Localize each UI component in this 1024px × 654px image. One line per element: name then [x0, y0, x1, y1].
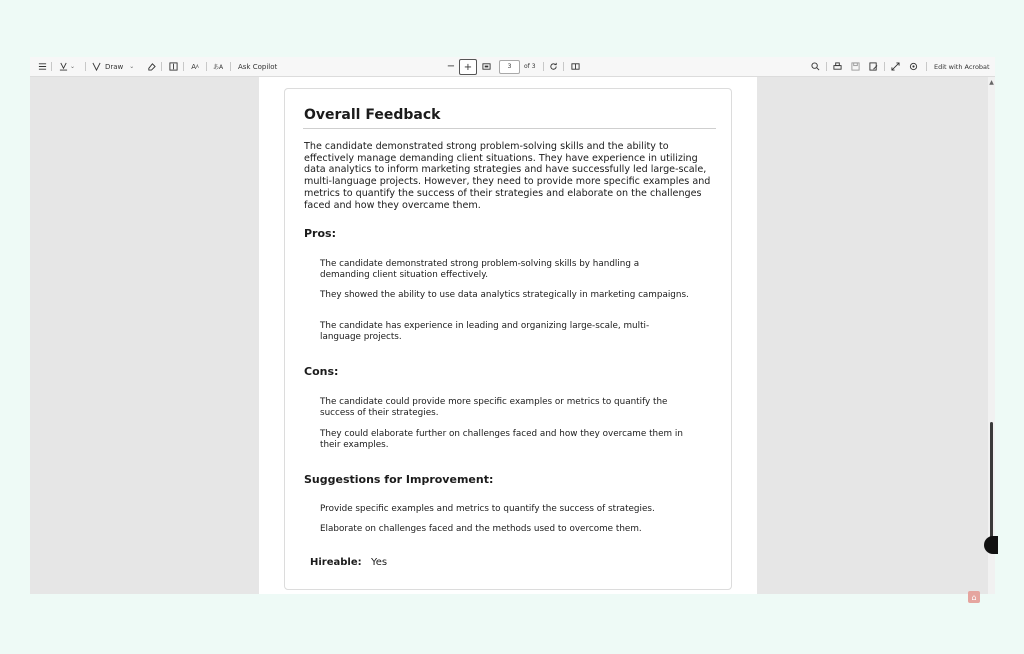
zoom-in-button[interactable] — [459, 59, 477, 75]
expand-icon[interactable] — [889, 57, 901, 76]
save-icon[interactable] — [849, 57, 861, 76]
cons-item: The candidate could provide more specific examples or metrics to quantify the success of their strategies. — [320, 397, 668, 418]
search-icon[interactable] — [809, 57, 821, 76]
hireable-label: Hireable: — [310, 557, 362, 568]
ask-copilot-label: Ask Copilot — [238, 62, 278, 71]
chevron-down-icon[interactable]: ⌄ — [70, 63, 76, 70]
zoom-out-icon[interactable]: − — [446, 61, 456, 72]
suggestion-item: Elaborate on challenges faced and the methods used to overcome them. — [320, 524, 642, 534]
toolbar-divider — [161, 62, 162, 71]
read-aloud-icon[interactable]: A A — [191, 62, 199, 71]
translate-icon[interactable]: あA — [212, 64, 224, 71]
suggestion-item: Provide specific examples and metrics to quantify the success of strategies. — [320, 504, 655, 514]
document-viewer[interactable] — [30, 77, 988, 602]
toolbar-divider — [884, 62, 885, 71]
toolbar-divider — [85, 62, 86, 71]
pros-item: They showed the ability to use data analytics strategically in marketing campaigns. — [320, 290, 689, 300]
save-as-icon[interactable] — [867, 57, 879, 76]
edit-with-acrobat-button[interactable]: Edit with Acrobat — [934, 62, 990, 71]
pdf-page — [259, 77, 757, 594]
vertical-scrollbar[interactable] — [988, 77, 995, 594]
toolbar-divider — [543, 62, 544, 71]
page-number-input[interactable]: 3 — [499, 60, 520, 74]
page-total: of 3 — [524, 63, 536, 70]
feedback-card — [284, 88, 732, 590]
title-divider — [303, 128, 716, 129]
side-panel-handle[interactable] — [984, 536, 998, 554]
rotate-icon[interactable] — [547, 57, 559, 76]
page-view-icon[interactable] — [569, 57, 581, 76]
chevron-down-icon[interactable]: ⌄ — [129, 63, 135, 70]
eraser-icon[interactable] — [145, 57, 157, 76]
pros-item: The candidate has experience in leading and organizing large-scale, multi-language projects. — [320, 321, 650, 342]
ask-copilot-button[interactable] — [238, 57, 277, 76]
toolbar-divider — [183, 62, 184, 71]
pros-heading: Pros: — [304, 227, 336, 240]
toolbar-divider — [563, 62, 564, 71]
settings-gear-icon[interactable] — [907, 57, 919, 76]
toolbar-divider — [206, 62, 207, 71]
pdf-toolbar — [30, 57, 995, 77]
cons-heading: Cons: — [304, 365, 339, 378]
scroll-up-arrow-icon[interactable]: ▲ — [989, 79, 994, 86]
draw-button[interactable] — [90, 57, 134, 76]
hireable-value: Yes — [371, 557, 388, 568]
plus-icon: + — [463, 61, 473, 73]
pdf-viewer-window — [30, 57, 995, 602]
suggestions-heading: Suggestions for Improvement: — [304, 473, 494, 486]
text-box-icon[interactable] — [167, 57, 179, 76]
page-title: Overall Feedback — [304, 107, 441, 123]
highlight-icon[interactable] — [57, 57, 75, 76]
toolbar-divider — [230, 62, 231, 71]
draw-icon — [90, 61, 102, 73]
scrollbar-thumb[interactable] — [990, 422, 993, 547]
toolbar-divider — [926, 62, 927, 71]
contents-icon[interactable] — [36, 57, 48, 76]
draw-label: Draw — [105, 62, 124, 71]
fit-page-icon[interactable] — [480, 57, 492, 76]
cons-item: They could elaborate further on challenges faced and how they overcame them in their examples. — [320, 429, 683, 450]
print-icon[interactable] — [831, 57, 843, 76]
toolbar-divider — [826, 62, 827, 71]
toolbar-divider — [51, 62, 52, 71]
summary-paragraph: The candidate demonstrated strong problem-solving skills and the ability to effectively manage demanding client situations. They have experience in utilizing data analytics to inform marketing strategies and have successfully led large-scale, multi-language projects. However, they need to provide more specific examples and metrics to quantify the success of their strategies and elaborate on the challenges faced and how they overcame them. — [304, 141, 711, 211]
pdf-icon[interactable]: ⌂ — [968, 591, 980, 603]
pros-item: The candidate demonstrated strong problem-solving skills by handling a demanding client situation effectively. — [320, 259, 640, 280]
